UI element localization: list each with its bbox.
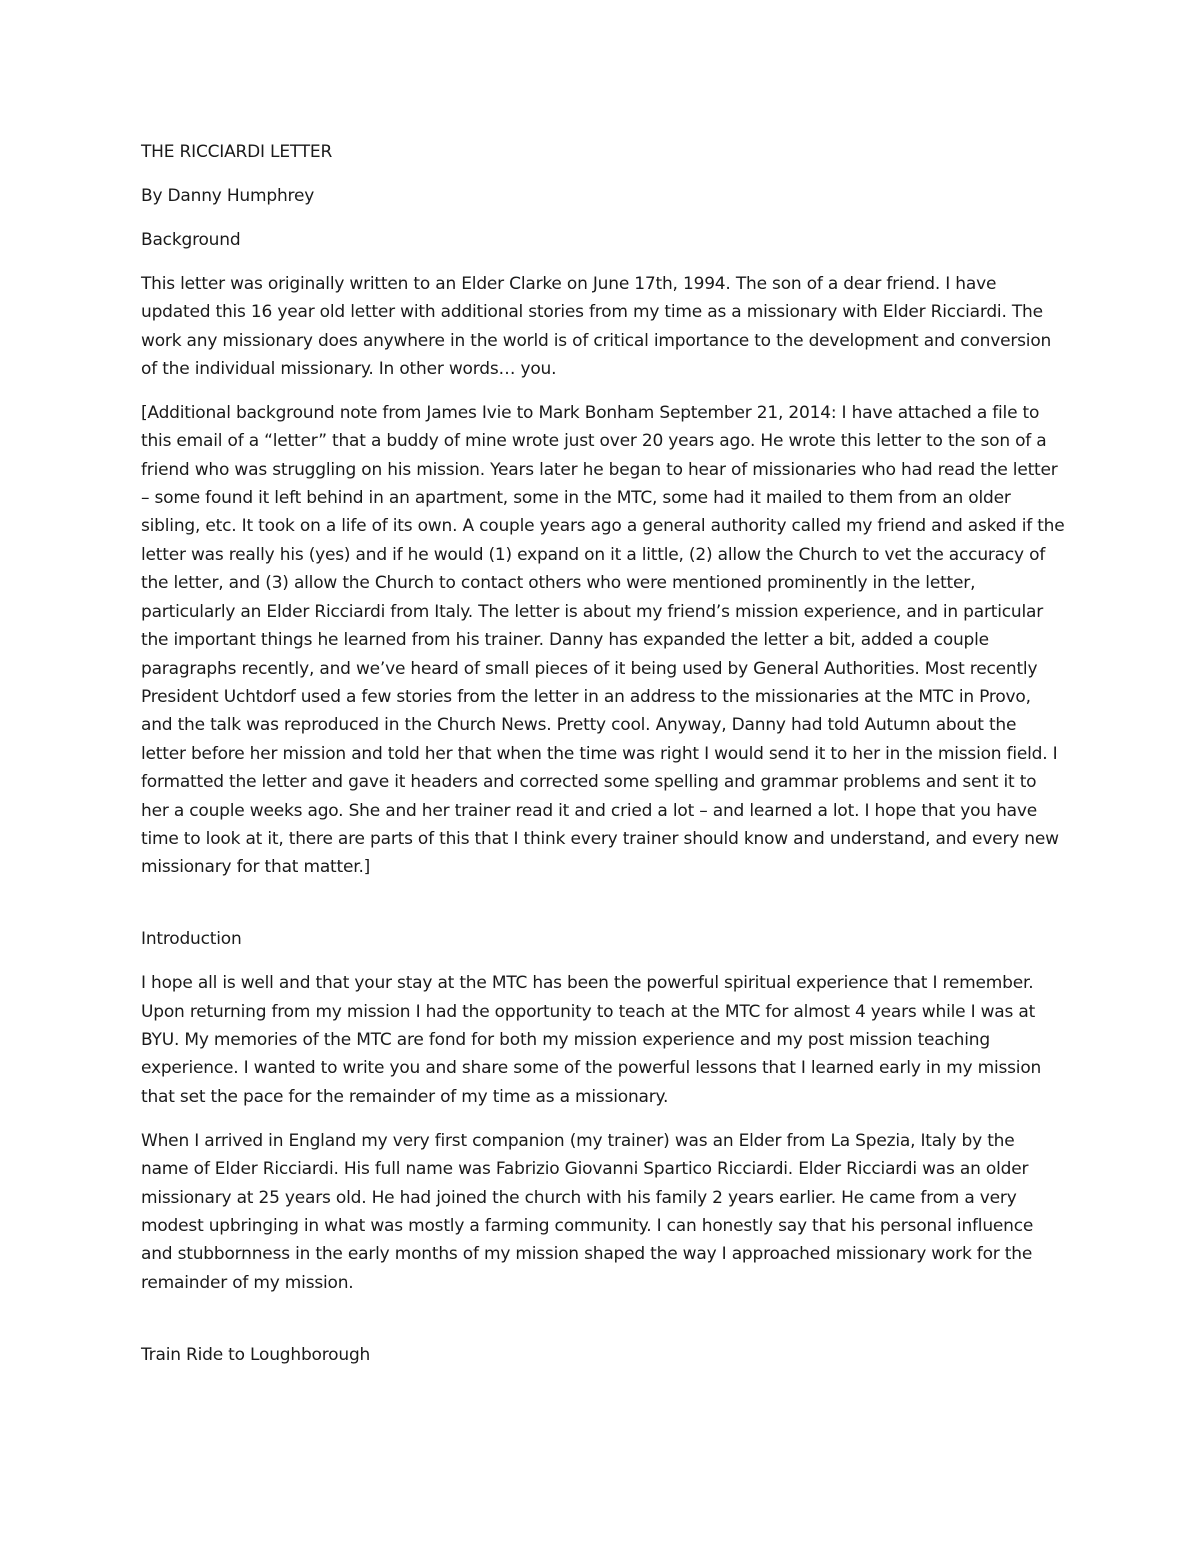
document-byline: By Danny Humphrey bbox=[141, 185, 315, 206]
paragraph: This letter was originally written to an Elder Clarke on June 17th, 1994. The son of a dear friend. I have updated this 16 year old letter with additional stories from my time as a missionary with Elder Ricciardi. The work any missionary does anywhere in the world is of critical importance to the development and conversion of the individual missionary. In other words… you. bbox=[141, 273, 1052, 379]
document-title: THE RICCIARDI LETTER bbox=[141, 142, 333, 162]
section-heading-introduction: Introduction bbox=[141, 929, 242, 950]
section-spacer bbox=[141, 897, 1066, 925]
paragraph: I hope all is well and that your stay at the MTC has been the powerful spiritual experience that I remember. Upon returning from my mission I had the opportunity to teach at the MTC for almost 4 years while I was at BYU. My memories of the MTC are fond for both my mission experience and my post mission teaching experience. I wanted to write you and share some of the powerful lessons that I learned early in my mission that set the pace for the remainder of my time as a missionary. bbox=[141, 973, 1042, 1107]
paragraph: When I arrived in England my very first companion (my trainer) was an Elder from La Spezia, Italy by the name of Elder Ricciardi. His full name was Fabrizio Giovanni Spartico Ricciardi. Elder Ricciardi was an older missionary at 25 years old. He had joined the church with his family 2 years earlier. He came from a very modest upbringing in what was mostly a farming community. I can honestly say that his personal influence and stubbornness in the early months of my mission shaped the way I approached missionary work for the remainder of my mission. bbox=[141, 1130, 1034, 1293]
document-page bbox=[141, 138, 1066, 1385]
paragraph: [Additional background note from James Ivie to Mark Bonham September 21, 2014: I have attached a file to this email of a “letter” that a buddy of mine wrote just over 20 years ago. He wrote this letter to the son of a friend who was struggling on his mission. Years later he began to hear of missionaries who had read the letter – some found it left behind in an apartment, some in the MTC, some had it mailed to them from an older sibling, etc. It took on a life of its own. A couple years ago a general authority called my friend and asked if the letter was really his (yes) and if he would (1) expand on it a little, (2) allow the Church to vet the accuracy of the letter, and (3) allow the Church to contact others who were mentioned prominently in the letter, particularly an Elder Ricciardi from Italy. The letter is about my friend’s mission experience, and in particular the important things he learned from his trainer. Danny has expanded the letter a bit, added a couple paragraphs recently, and we’ve heard of small pieces of it being used by General Authorities. Most recently President Uchtdorf used a few stories from the letter in an address to the missionaries at the MTC in Provo, and the talk was reproduced in the Church News. Pretty cool. Anyway, Danny had told Autumn about the letter before her mission and told her that when the time was right I would send it to her in the mission field. I formatted the letter and gave it headers and corrected some spelling and grammar problems and sent it to her a couple weeks ago. She and her trainer read it and cried a lot – and learned a lot. I hope that you have time to look at it, there are parts of this that I think every trainer should know and understand, and every new missionary for that matter.] bbox=[141, 402, 1065, 878]
section-heading-train-ride: Train Ride to Loughborough bbox=[141, 1344, 371, 1365]
section-spacer bbox=[141, 1313, 1066, 1341]
section-heading-background: Background bbox=[141, 229, 241, 250]
